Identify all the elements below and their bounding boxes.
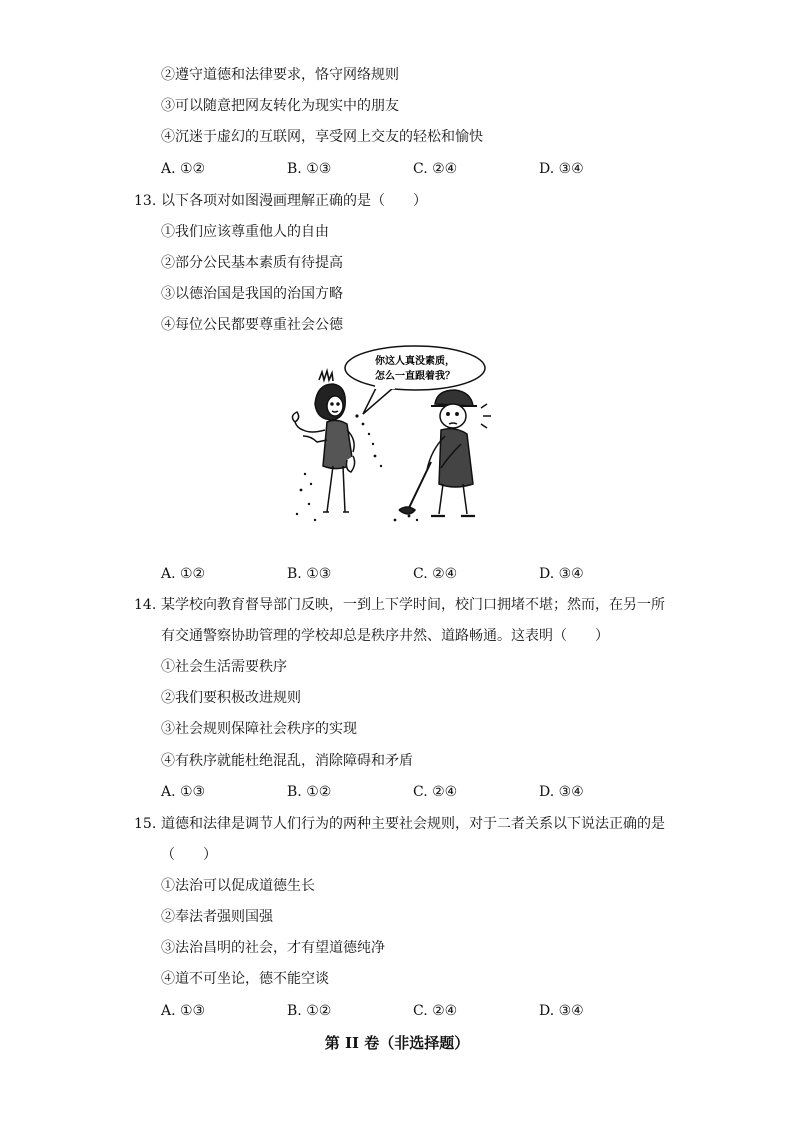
spit-drops — [296, 414, 418, 521]
q14-statement-1: ①社会生活需要秩序 — [161, 659, 287, 675]
q13-statement-3: ③以德治国是我国的治国方略 — [161, 286, 343, 302]
q15-number: 15. — [134, 816, 157, 832]
q14-statement-4: ④有秩序就能杜绝混乱，消除障碍和矛盾 — [161, 753, 413, 769]
q15-statement-3: ③法治昌明的社会，才有望道德纯净 — [161, 940, 385, 956]
q15-stem-line-2: （ ） — [161, 847, 217, 863]
bubble-line-2: 怎么一直跟着我？ — [375, 371, 455, 382]
q14-option-b: B. ①② — [287, 784, 332, 800]
q14-stem-line-2: 有交通警察协助管理的学校却总是秩序井然、道路畅通。这表明（ ） — [161, 628, 609, 644]
section-title: 第 II 卷（非选择题） — [324, 1034, 470, 1052]
q15-statement-1: ①法治可以促成道德生长 — [161, 878, 315, 894]
q14-statement-3: ③社会规则保障社会秩序的实现 — [161, 721, 357, 737]
q12-option-d: D. ③④ — [539, 161, 584, 177]
q13-option-b: B. ①③ — [287, 566, 332, 582]
q15-option-d: D. ③④ — [539, 1003, 584, 1019]
q12-option-b: B. ①③ — [287, 161, 332, 177]
q14-stem-line-1: 某学校向教育督导部门反映，一到上下学时间，校门口拥堵不堪；然而，在另一所 — [161, 597, 665, 613]
q13-stem: 以下各项对如图漫画理解正确的是（ ） — [161, 193, 427, 209]
q12-statement-3: ③可以随意把网友转化为现实中的朋友 — [161, 98, 399, 114]
q13-statement-1: ①我们应该尊重他人的自由 — [161, 224, 329, 240]
sweeper-figure — [399, 390, 491, 516]
q15-statement-2: ②奉法者强则国强 — [161, 909, 273, 925]
q12-statement-4: ④沉迷于虚幻的互联网，享受网上交友的轻松和愉快 — [161, 129, 483, 145]
q15-option-b: B. ①② — [287, 1003, 332, 1019]
q14-option-c: C. ②④ — [413, 784, 458, 800]
q15-option-a: A. ①③ — [161, 1003, 206, 1019]
q13-option-c: C. ②④ — [413, 566, 458, 582]
q13-statement-4: ④每位公民都要尊重社会公德 — [161, 317, 343, 333]
q14-option-a: A. ①③ — [161, 784, 206, 800]
q15-option-c: C. ②④ — [413, 1003, 458, 1019]
q12-option-c: C. ②④ — [413, 161, 458, 177]
q14-option-d: D. ③④ — [539, 784, 584, 800]
q14-number: 14. — [134, 597, 157, 613]
q13-statement-2: ②部分公民基本素质有待提高 — [161, 255, 343, 271]
q13-option-a: A. ①② — [161, 566, 206, 582]
q14-statement-2: ②我们要积极改进规则 — [161, 690, 301, 706]
bubble-line-1: 你这人真没素质， — [375, 356, 455, 367]
q15-statement-4: ④道不可坐论，德不能空谈 — [161, 971, 329, 987]
q12-option-a: A. ①② — [161, 161, 206, 177]
q15-stem-line-1: 道德和法律是调节人们行为的两种主要社会规则，对于二者关系以下说法正确的是 — [161, 816, 665, 832]
cartoon-illustration — [285, 344, 510, 530]
q13-number: 13. — [134, 193, 157, 209]
q12-statement-2: ②遵守道德和法律要求，恪守网络规则 — [161, 67, 399, 83]
q13-option-d: D. ③④ — [539, 566, 584, 582]
